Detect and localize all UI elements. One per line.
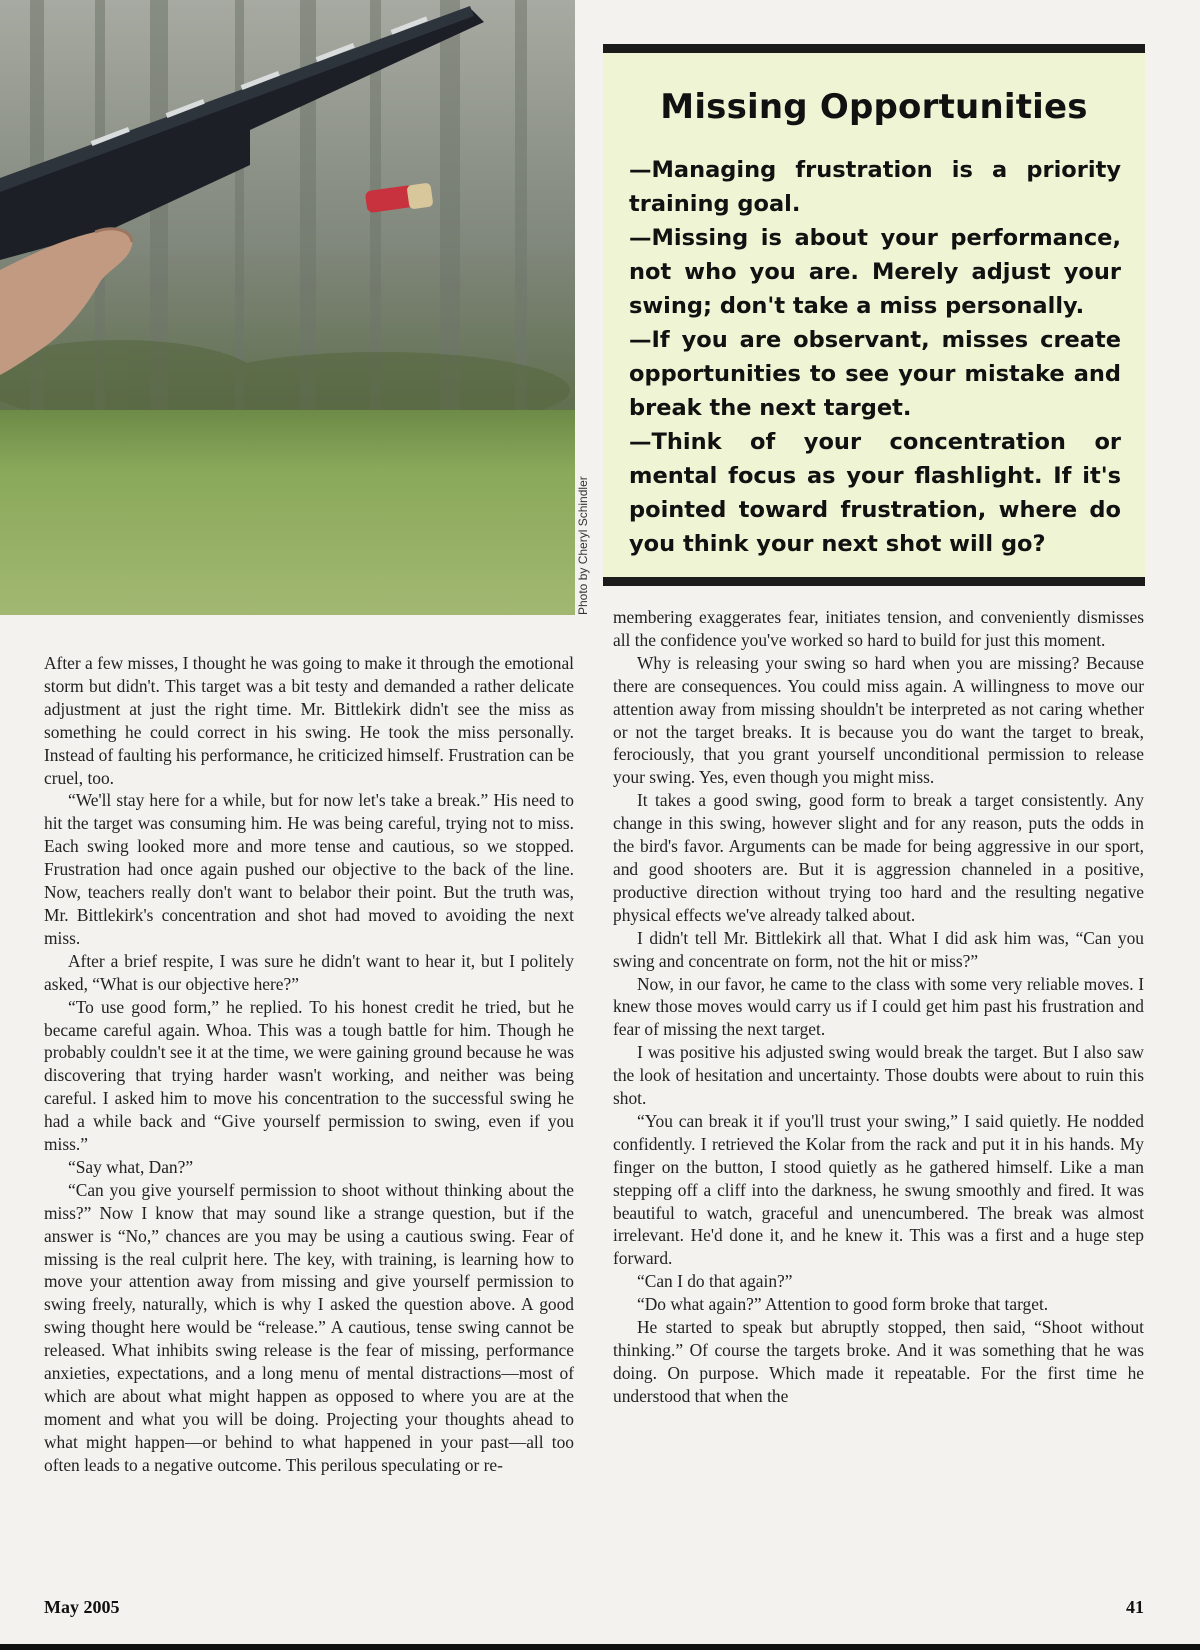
sidebar-list [629, 153, 1121, 561]
issue-date: May 2005 [44, 1597, 120, 1617]
paragraph: “Say what, Dan?” [68, 1156, 194, 1177]
paragraph: membering exaggerates fear, initiates tension, and conveniently dismisses all the confidence you've worked so hard to build for just this moment. [613, 607, 1144, 650]
paragraph: After a brief respite, I was sure he didn't want to hear it, but I politely asked, “What is our objective here?” [44, 950, 574, 994]
shotgun-ejecting-shell-image [0, 0, 575, 615]
paragraph: I didn't tell Mr. Bittlekirk all that. What I did ask him was, “Can you swing and concentrate on form, not the hit or miss?” [613, 927, 1144, 971]
sidebar-item: —Managing frustration is a priority training goal. [629, 157, 1121, 217]
shotgun-photo [0, 0, 575, 615]
sidebar-item: —If you are observant, misses create opportunities to see your mistake and break the next target. [629, 327, 1121, 421]
right-column [613, 606, 1144, 1408]
paragraph: “Can you give yourself permission to shoot without thinking about the miss?” Now I know that may sound like a strange question, but if the answer is “No,” chances are you may be using a cautious swing. Fear of missing is the real culprit here. The key, with training, is learning how to move your attention away from missing and give yourself permission to swing freely, naturally, which is why I asked the question above. A good swing thought here would be “release.” A cautious, tense swing cannot be released. What inhibits swing release is the fear of missing, performance anxieties, expectations, and a long menu of mental distractions—most of which are about what might happen as opposed to where you are at the moment and what you will be doing. Projecting your thoughts ahead to what might happen—or behind to what happened in your past—all too often leads to a negative outcome. This perilous speculating or re- [44, 1179, 574, 1475]
paragraph: “To use good form,” he replied. To his honest credit he tried, but he became careful again. Whoa. This was a tough battle for him. Though he probably couldn't see it at the time, we were gaining ground because he was discovering that trying harder wasn't working, and neither was being careful. I asked him to move his concentration to the successful swing he had a while back and “Give yourself permission to swing, even if you miss.” [44, 996, 574, 1155]
sidebar-item: —Think of your concentration or mental focus as your flashlight. If it's pointed toward frustration, where do you think your next shot will go? [629, 429, 1121, 557]
paragraph: It takes a good swing, good form to break a target consistently. Any change in this swing, however slight and for any reason, puts the odds in the bird's favor. Arguments can be made for being aggressive in our sport, and good shooters are. But it is aggression channeled in a positive, productive direction without trying too hard and the resulting negative physical effects we've already talked about. [613, 790, 1144, 925]
paragraph: He started to speak but abruptly stopped, then said, “Shoot without thinking.” Of course the targets broke. And it was something that he was doing. On purpose. Which made it repeatable. For the first time he understood that when the [613, 1317, 1144, 1406]
photo-credit: Photo by Cheryl Schindler [576, 476, 590, 615]
left-column [44, 652, 574, 1477]
sidebar-title: Missing Opportunities [660, 87, 1088, 127]
paragraph: “Can I do that again?” [637, 1271, 793, 1292]
paragraph: “You can break it if you'll trust your swing,” I said quietly. He nodded confidently. I retrieved the Kolar from the rack and put it in his hands. My finger on the button, I stood quietly as he gathered himself. Like a man stepping off a cliff into the darkness, he swung smoothly and fired. It was beautiful to watch, graceful and unencumbered. The break was almost irrelevant. He'd done it, and he knew it. This was a first and a huge step forward. [613, 1110, 1144, 1269]
sidebar-box [603, 44, 1145, 586]
paragraph: After a few misses, I thought he was going to make it through the emotional storm but didn't. This target was a bit testy and demanded a rather delicate adjustment at just the right time. Mr. Bittlekirk didn't see the miss as something he could correct in his swing. He took the miss personally. Instead of faulting his performance, he criticized himself. Frustration can be cruel, too. [44, 653, 574, 788]
paragraph: Now, in our favor, he came to the class with some very reliable moves. I knew those moves would carry us if I could get him past his frustration and fear of missing the next target. [613, 973, 1144, 1040]
page-number: 41 [1126, 1597, 1144, 1617]
sidebar-item: —Missing is about your performance, not who you are. Merely adjust your swing; don't take a miss personally. [629, 225, 1121, 319]
paragraph: “We'll stay here for a while, but for now let's take a break.” His need to hit the target was consuming him. He was being careful, trying not to miss. Each swing looked more and more tense and cautious, so we stopped. Frustration had once again pushed our objective to the back of the line. Now, teachers really don't want to belabor their point. But the truth was, Mr. Bittlekirk's concentration and shot had moved to avoiding the next miss. [44, 790, 574, 948]
bottom-rule [0, 1644, 1200, 1650]
paragraph: “Do what again?” Attention to good form broke that target. [637, 1294, 1049, 1315]
paragraph: I was positive his adjusted swing would break the target. But I also saw the look of hesitation and uncertainty. Those doubts were about to ruin this shot. [613, 1042, 1144, 1109]
paragraph: Why is releasing your swing so hard when you are missing? Because there are consequences. You could miss again. A willingness to move our attention away from missing shouldn't be interpreted as not caring whether or not the target breaks. It is because you do want the target to break, ferociously, that you grant yourself unconditional permission to release your swing. Yes, even though you might miss. [613, 652, 1144, 788]
